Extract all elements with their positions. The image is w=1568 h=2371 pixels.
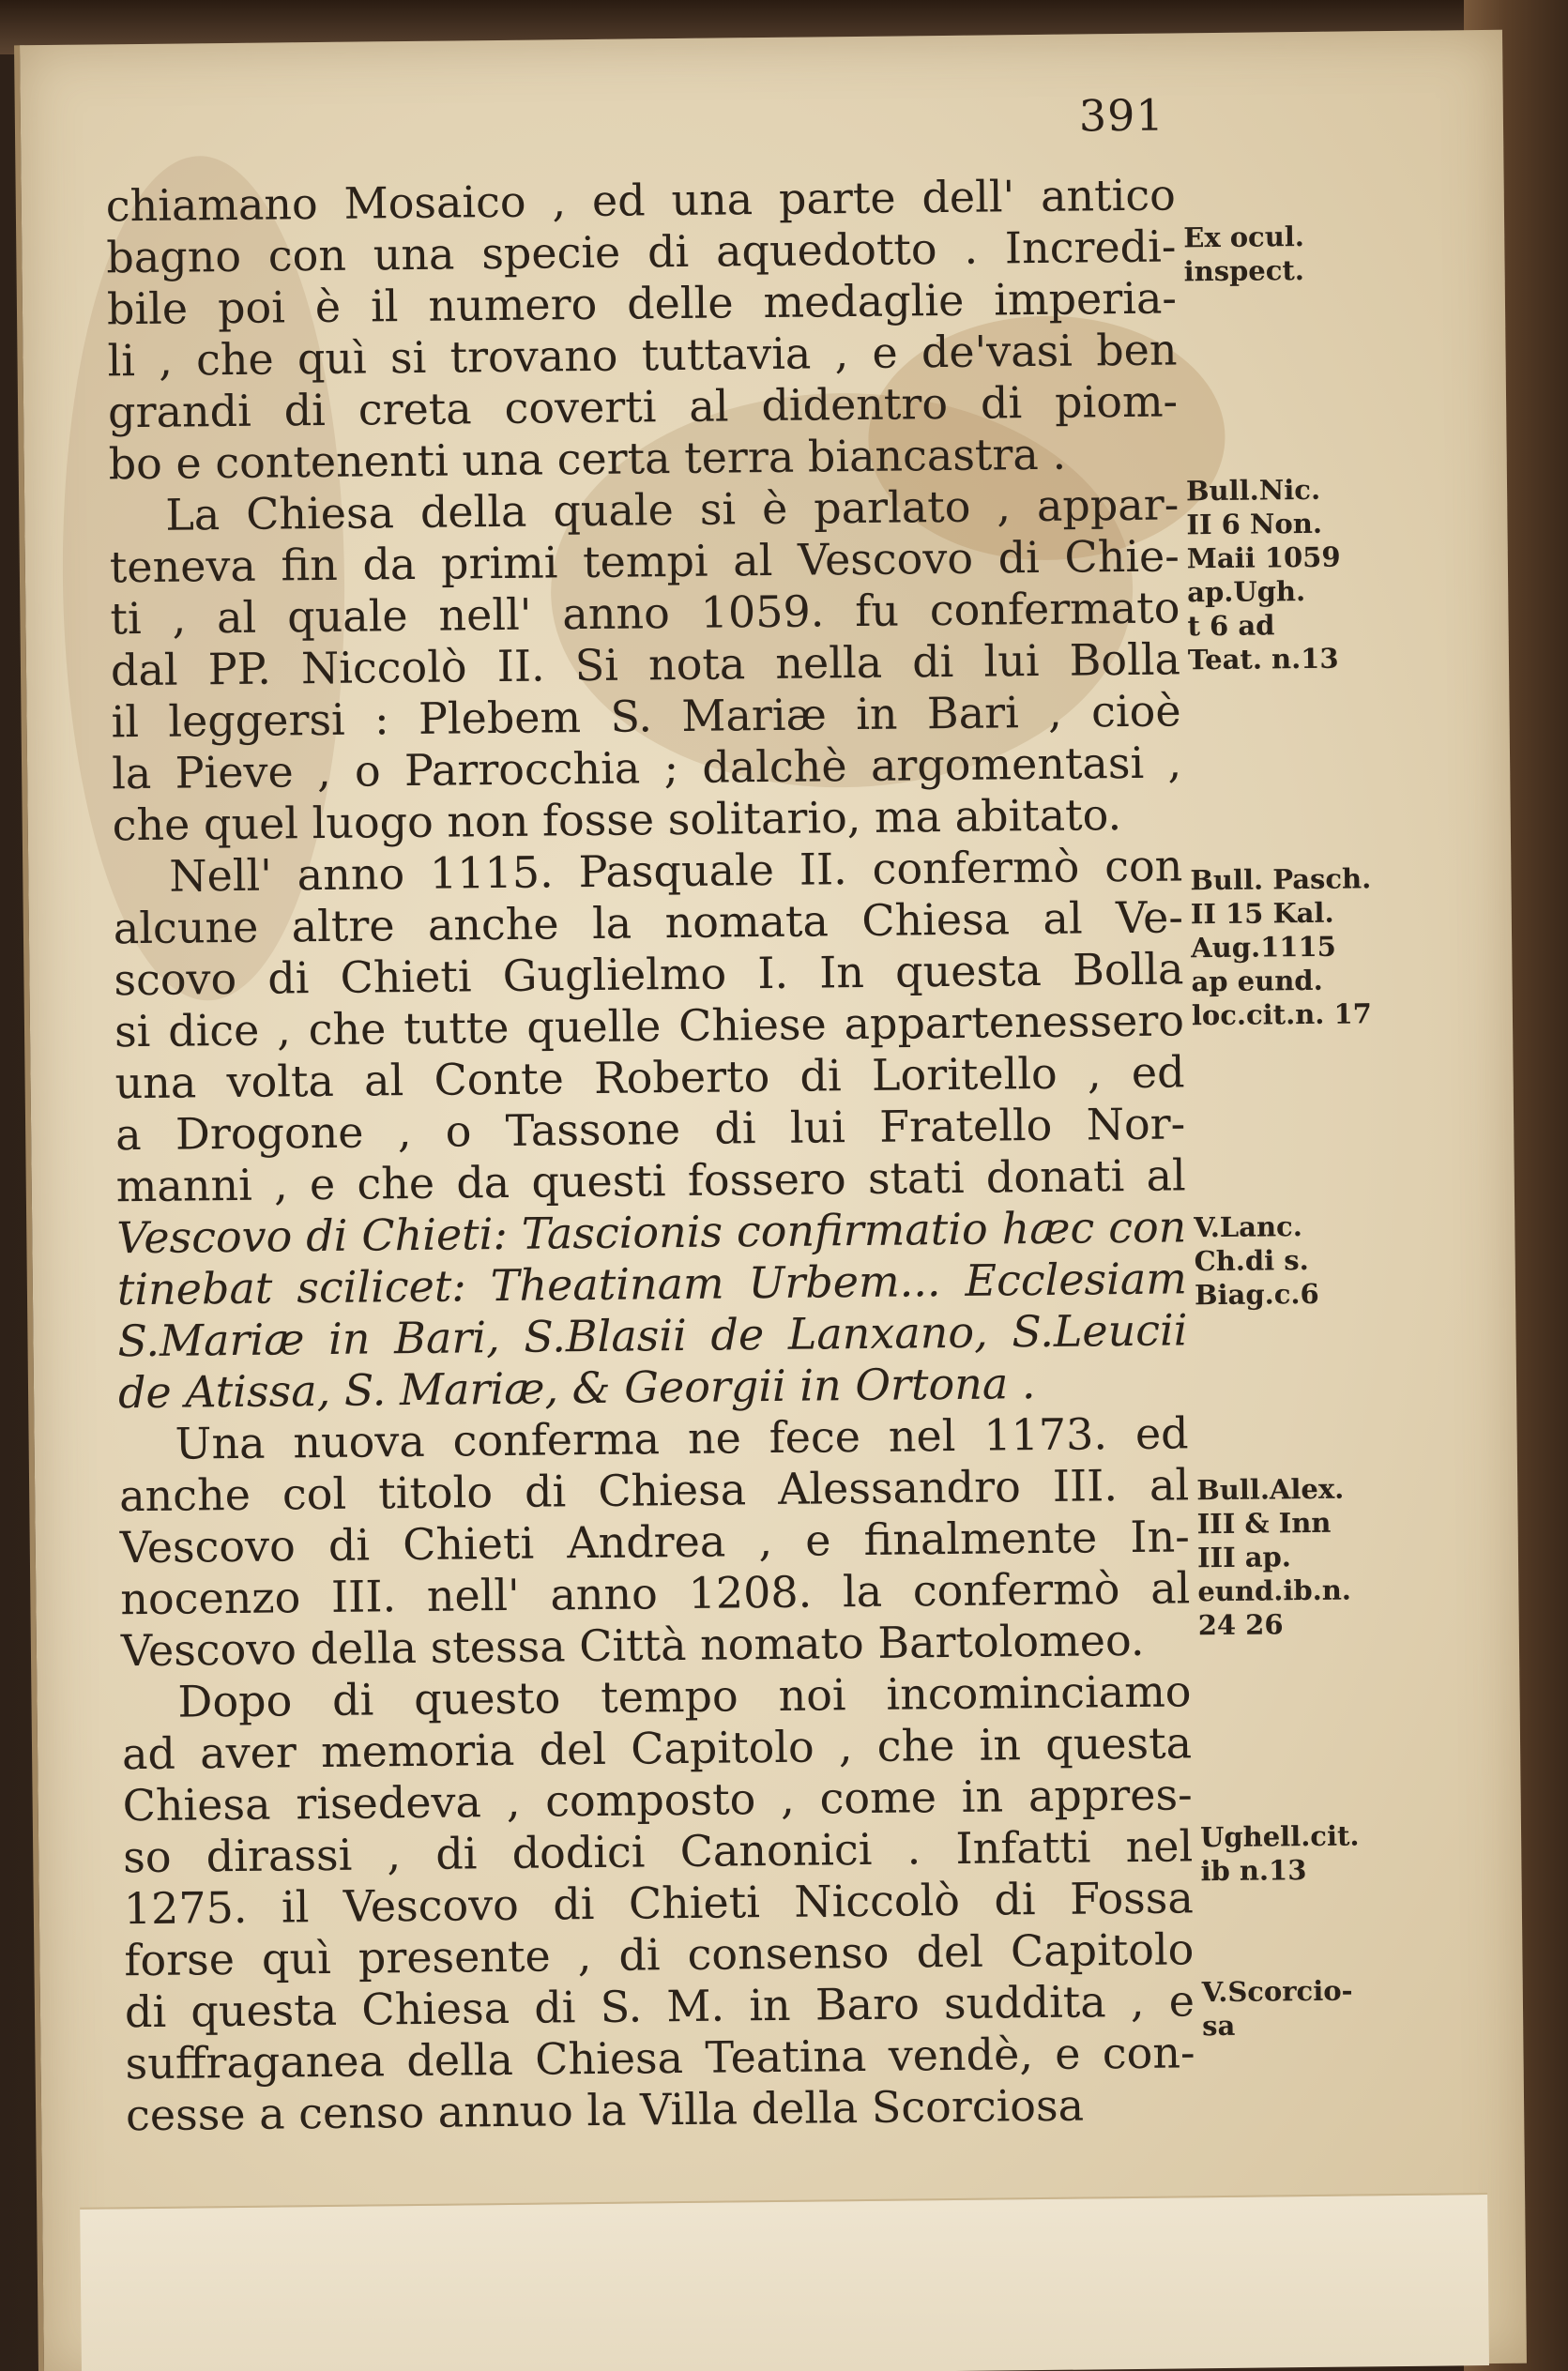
margin-note-line: loc.cit.n. 17 bbox=[1191, 997, 1373, 1032]
margin-note-line: Biag.c.6 bbox=[1194, 1277, 1319, 1312]
margin-note-line: III ap. bbox=[1196, 1541, 1292, 1574]
text-line: Dopo di questo tempo noi incominciamo bbox=[177, 1665, 1192, 1727]
margin-note-line: 24 26 bbox=[1197, 1608, 1284, 1642]
text-line: alcune altre anche la nomata Chiesa al Ve- bbox=[113, 891, 1184, 954]
margin-note-line: ap eund. bbox=[1191, 964, 1323, 998]
text-line: dal PP. Niccolò II. Si nota nella di lui Bolla bbox=[110, 633, 1181, 696]
margin-note-line: ib n.13 bbox=[1200, 1854, 1307, 1888]
margin-note bbox=[1194, 1208, 1410, 1312]
text-line: Vescovo di Chieti Andrea , e finalmente In- bbox=[119, 1511, 1191, 1573]
text-line: grandi di creta coverti al didentro di piom- bbox=[107, 375, 1179, 438]
margin-note-line: II 6 Non. bbox=[1186, 507, 1323, 541]
text-line: di questa Chiesa di S. M. in Baro suddita , e bbox=[124, 1975, 1195, 2038]
body-text bbox=[106, 169, 1196, 2141]
book-page bbox=[14, 30, 1527, 2371]
text-line: Vescovo della stessa Città nomato Bartolomeo. bbox=[120, 1614, 1145, 1677]
text-line: li , che quì si trovano tuttavia , e de'vasi ben bbox=[107, 324, 1178, 387]
margin-note bbox=[1186, 472, 1404, 676]
margin-note-line: Teat. n.13 bbox=[1187, 642, 1339, 676]
margin-note-line: Ch.di s. bbox=[1194, 1243, 1309, 1278]
text-line: bagno con una specie di aquedotto . Incredi- bbox=[106, 220, 1177, 283]
text-line: Vescovo di Chieti: Tascionis confirmatio hæc con bbox=[116, 1201, 1187, 1264]
text-line: S.Mariæ in Bari, S.Blasii de Lanxano, S.Leucii bbox=[117, 1304, 1188, 1367]
paper-strip bbox=[80, 2193, 1489, 2371]
text-line: so dirassi , di dodici Canonici . Infatti nel bbox=[122, 1820, 1194, 1883]
margin-note bbox=[1200, 1818, 1417, 1888]
margin-note-line: Maii 1059 bbox=[1186, 540, 1341, 575]
margin-note bbox=[1196, 1471, 1414, 1642]
text-line: suffraganea della Chiesa Teatina vendè, e con- bbox=[125, 2027, 1195, 2090]
text-line: la Pieve , o Parrocchia ; dalchè argomentasi , bbox=[111, 737, 1182, 799]
margin-note-line: Bull.Nic. bbox=[1185, 473, 1321, 508]
margin-note-line: V.Scorcio- bbox=[1201, 1974, 1353, 2009]
text-line: forse quì presente , di consenso del Capitolo bbox=[124, 1923, 1195, 1986]
margin-note-line: Ughell.cit. bbox=[1199, 1819, 1360, 1854]
margin-note-line: Ex ocul. bbox=[1183, 220, 1305, 254]
text-line: che quel luogo non fosse solitario, ma abitato. bbox=[112, 789, 1122, 851]
margin-note-line: Aug.1115 bbox=[1190, 930, 1337, 965]
page-number: 391 bbox=[1078, 89, 1165, 142]
text-line: anche col titolo di Chiesa Alessandro III. al bbox=[118, 1459, 1190, 1522]
text-line: una volta al Conte Roberto di Loritello , ed bbox=[114, 1046, 1185, 1109]
margin-note bbox=[1190, 861, 1408, 1032]
margin-note-line: V.Lanc. bbox=[1194, 1210, 1303, 1244]
margin-note-line: t 6 ad bbox=[1187, 609, 1275, 643]
margin-note-line: II 15 Kal. bbox=[1190, 896, 1334, 931]
text-line: 1275. il Vescovo di Chieti Niccolò di Fossa bbox=[123, 1872, 1195, 1935]
margin-note-line: Bull. Pasch. bbox=[1190, 862, 1372, 897]
margin-note-line: eund.ib.n. bbox=[1197, 1573, 1352, 1608]
text-line: Chiesa risedeva , composto , come in appres- bbox=[122, 1769, 1193, 1831]
margin-note-line: sa bbox=[1202, 2009, 1236, 2043]
text-line: nocenzo III. nell' anno 1208. la confermò al bbox=[120, 1562, 1191, 1625]
text-line: La Chiesa della quale si è parlato , appar- bbox=[164, 479, 1180, 540]
text-line: de Atissa, S. Mariæ, & Georgii in Ortona . bbox=[117, 1358, 1036, 1419]
text-line: Nell' anno 1115. Pasquale II. confermò con bbox=[169, 840, 1183, 902]
text-line: bile poi è il numero delle medaglie imperia- bbox=[106, 272, 1178, 335]
margin-note-line: III & Inn bbox=[1196, 1506, 1332, 1541]
text-line: teneva fin da primi tempi al Vescovo di Chie- bbox=[109, 530, 1180, 593]
text-line: tinebat scilicet: Theatinam Urbem... Ecclesiam bbox=[116, 1253, 1188, 1315]
margin-note bbox=[1202, 1973, 1419, 2043]
text-line: a Drogone , o Tassone di lui Fratello Nor- bbox=[114, 1098, 1186, 1161]
text-line: bo e contenenti una certa terra biancastra . bbox=[108, 428, 1067, 490]
text-line: ad aver memoria del Capitolo , che in questa bbox=[121, 1717, 1193, 1780]
text-line: ti , al quale nell' anno 1059. fu confermato bbox=[110, 582, 1180, 645]
text-line: scovo di Chieti Guglielmo I. In questa Bolla bbox=[114, 943, 1184, 1006]
text-line: chiamano Mosaico , ed una parte dell' antico bbox=[105, 169, 1177, 232]
margin-note bbox=[1183, 219, 1400, 288]
text-line: cesse a censo annuo la Villa della Scorciosa bbox=[125, 2079, 1085, 2141]
text-line: il leggersi : Plebem S. Mariæ in Bari , cioè bbox=[111, 685, 1181, 748]
text-line: si dice , che tutte quelle Chiese appartenessero bbox=[114, 995, 1185, 1057]
margin-note-line: inspect. bbox=[1183, 253, 1305, 288]
text-line: manni , e che da questi fossero stati donati al bbox=[115, 1149, 1186, 1212]
margin-note-line: ap.Ugh. bbox=[1187, 574, 1306, 609]
margin-note-line: Bull.Alex. bbox=[1196, 1472, 1345, 1507]
text-line: Una nuova conferma ne fece nel 1173. ed bbox=[175, 1407, 1189, 1469]
